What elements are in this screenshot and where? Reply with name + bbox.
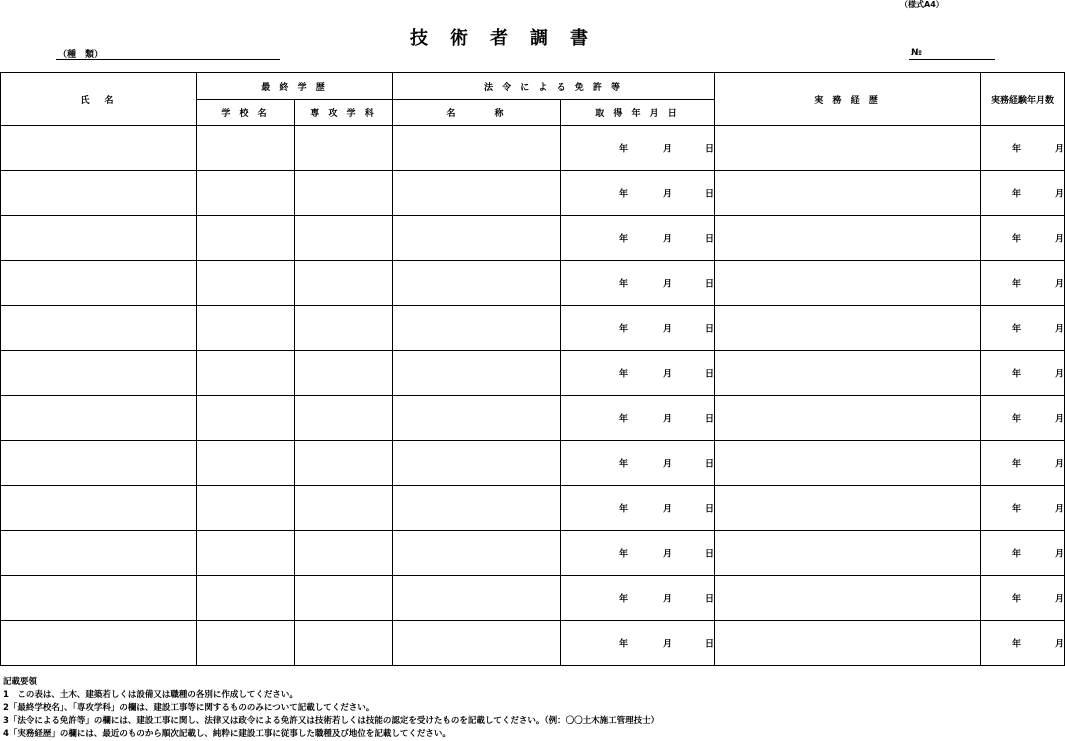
experience-cell[interactable] — [715, 621, 981, 666]
name-cell[interactable] — [1, 576, 197, 621]
school-cell[interactable] — [197, 351, 295, 396]
month-label: 月 — [663, 639, 673, 650]
number-label: № — [911, 48, 922, 58]
acquired-date-cell[interactable] — [561, 351, 715, 396]
school-cell[interactable] — [197, 126, 295, 171]
license-name-cell[interactable] — [393, 126, 561, 171]
years-cell[interactable] — [981, 126, 1065, 171]
years-cell[interactable] — [981, 396, 1065, 441]
month-label: 月 — [1055, 279, 1065, 290]
month-label: 月 — [663, 234, 673, 245]
month-label: 月 — [1055, 459, 1065, 470]
note-item: 4「実務経歴」の欄には、最近のものから順次記載し、純粋に建設工事に従事した職種及び地位を記載してください。 — [3, 729, 451, 739]
license-name-cell[interactable] — [393, 351, 561, 396]
header-license: 法 令 に よ る 免 許 等 — [393, 73, 715, 100]
day-label: 日 — [705, 459, 715, 470]
month-label: 月 — [1055, 639, 1065, 650]
year-label: 年 — [1012, 324, 1022, 335]
year-label: 年 — [619, 504, 629, 515]
year-label: 年 — [619, 594, 629, 605]
years-cell[interactable] — [981, 531, 1065, 576]
school-cell[interactable] — [197, 396, 295, 441]
year-label: 年 — [619, 279, 629, 290]
license-name-cell[interactable] — [393, 531, 561, 576]
table-row — [1, 306, 1065, 351]
license-name-cell[interactable] — [393, 621, 561, 666]
month-label: 月 — [1055, 414, 1065, 425]
day-label: 日 — [705, 324, 715, 335]
acquired-date-cell[interactable] — [561, 126, 715, 171]
month-label: 月 — [663, 414, 673, 425]
table-row — [1, 576, 1065, 621]
acquired-date-cell[interactable] — [561, 531, 715, 576]
acquired-date-cell[interactable] — [561, 441, 715, 486]
name-cell[interactable] — [1, 531, 197, 576]
year-label: 年 — [619, 549, 629, 560]
acquired-date-cell[interactable] — [561, 486, 715, 531]
school-cell[interactable] — [197, 216, 295, 261]
name-cell[interactable] — [1, 486, 197, 531]
years-cell[interactable] — [981, 621, 1065, 666]
table-row — [1, 441, 1065, 486]
years-cell[interactable] — [981, 306, 1065, 351]
notes-title: 記載要領 — [3, 677, 38, 687]
month-label: 月 — [1055, 144, 1065, 155]
name-cell[interactable] — [1, 351, 197, 396]
month-label: 月 — [663, 594, 673, 605]
table-row — [1, 486, 1065, 531]
header-license-name: 名 称 — [393, 100, 561, 126]
month-label: 月 — [663, 144, 673, 155]
major-cell[interactable] — [295, 261, 393, 306]
notes — [3, 676, 659, 741]
experience-cell[interactable] — [715, 531, 981, 576]
year-label: 年 — [1012, 459, 1022, 470]
experience-cell[interactable] — [715, 351, 981, 396]
header-education: 最 終 学 歴 — [197, 73, 393, 100]
experience-cell[interactable] — [715, 441, 981, 486]
table-row — [1, 126, 1065, 171]
year-label: 年 — [1012, 504, 1022, 515]
name-cell[interactable] — [1, 441, 197, 486]
form-id: （様式A4） — [900, 0, 944, 9]
type-label: （種 類） — [58, 50, 104, 60]
engineer-table — [0, 72, 1065, 666]
license-name-cell[interactable] — [393, 306, 561, 351]
page-title: 技術者調書 — [410, 28, 610, 49]
experience-cell[interactable] — [715, 171, 981, 216]
acquired-date-cell[interactable] — [561, 216, 715, 261]
school-cell[interactable] — [197, 441, 295, 486]
year-label: 年 — [619, 234, 629, 245]
header-experience: 実 務 経 歴 — [715, 73, 981, 126]
acquired-date-cell[interactable] — [561, 171, 715, 216]
day-label: 日 — [705, 189, 715, 200]
major-cell[interactable] — [295, 576, 393, 621]
year-label: 年 — [1012, 639, 1022, 650]
month-label: 月 — [663, 549, 673, 560]
header-school: 学 校 名 — [197, 100, 295, 126]
day-label: 日 — [705, 144, 715, 155]
major-cell[interactable] — [295, 441, 393, 486]
day-label: 日 — [705, 639, 715, 650]
year-label: 年 — [1012, 234, 1022, 245]
table-row — [1, 351, 1065, 396]
major-cell[interactable] — [295, 126, 393, 171]
major-cell[interactable] — [295, 351, 393, 396]
license-name-cell[interactable] — [393, 171, 561, 216]
month-label: 月 — [663, 324, 673, 335]
acquired-date-cell[interactable] — [561, 396, 715, 441]
experience-cell[interactable] — [715, 486, 981, 531]
license-name-cell[interactable] — [393, 576, 561, 621]
year-label: 年 — [1012, 549, 1022, 560]
table-row — [1, 531, 1065, 576]
year-label: 年 — [619, 369, 629, 380]
name-cell[interactable] — [1, 396, 197, 441]
name-cell[interactable] — [1, 306, 197, 351]
month-label: 月 — [1055, 369, 1065, 380]
month-label: 月 — [1055, 504, 1065, 515]
year-label: 年 — [619, 414, 629, 425]
header-major: 専 攻 学 科 — [295, 100, 393, 126]
years-cell[interactable] — [981, 486, 1065, 531]
day-label: 日 — [705, 234, 715, 245]
year-label: 年 — [1012, 369, 1022, 380]
experience-cell[interactable] — [715, 261, 981, 306]
year-label: 年 — [619, 324, 629, 335]
experience-cell[interactable] — [715, 216, 981, 261]
experience-cell[interactable] — [715, 126, 981, 171]
school-cell[interactable] — [197, 621, 295, 666]
school-cell[interactable] — [197, 531, 295, 576]
license-name-cell[interactable] — [393, 441, 561, 486]
year-label: 年 — [1012, 189, 1022, 200]
major-cell[interactable] — [295, 531, 393, 576]
year-label: 年 — [1012, 594, 1022, 605]
major-cell[interactable] — [295, 486, 393, 531]
major-cell[interactable] — [295, 306, 393, 351]
type-field[interactable] — [56, 59, 280, 60]
day-label: 日 — [705, 279, 715, 290]
month-label: 月 — [1055, 324, 1065, 335]
major-cell[interactable] — [295, 396, 393, 441]
experience-cell[interactable] — [715, 396, 981, 441]
month-label: 月 — [663, 279, 673, 290]
day-label: 日 — [705, 504, 715, 515]
years-cell[interactable] — [981, 261, 1065, 306]
acquired-date-cell[interactable] — [561, 306, 715, 351]
name-cell[interactable] — [1, 126, 197, 171]
month-label: 月 — [1055, 189, 1065, 200]
year-label: 年 — [1012, 144, 1022, 155]
day-label: 日 — [705, 414, 715, 425]
table-row — [1, 216, 1065, 261]
license-name-cell[interactable] — [393, 486, 561, 531]
year-label: 年 — [1012, 279, 1022, 290]
name-cell[interactable] — [1, 621, 197, 666]
experience-cell[interactable] — [715, 306, 981, 351]
month-label: 月 — [663, 369, 673, 380]
major-cell[interactable] — [295, 216, 393, 261]
license-name-cell[interactable] — [393, 396, 561, 441]
school-cell[interactable] — [197, 306, 295, 351]
years-cell[interactable] — [981, 351, 1065, 396]
major-cell[interactable] — [295, 171, 393, 216]
name-cell[interactable] — [1, 216, 197, 261]
school-cell[interactable] — [197, 171, 295, 216]
acquired-date-cell[interactable] — [561, 621, 715, 666]
name-cell[interactable] — [1, 261, 197, 306]
school-cell[interactable] — [197, 261, 295, 306]
month-label: 月 — [1055, 549, 1065, 560]
years-cell[interactable] — [981, 576, 1065, 621]
name-cell[interactable] — [1, 171, 197, 216]
acquired-date-cell[interactable] — [561, 261, 715, 306]
month-label: 月 — [663, 504, 673, 515]
experience-cell[interactable] — [715, 576, 981, 621]
month-label: 月 — [1055, 234, 1065, 245]
header-name: 氏 名 — [1, 73, 197, 126]
month-label: 月 — [663, 459, 673, 470]
school-cell[interactable] — [197, 576, 295, 621]
year-label: 年 — [619, 144, 629, 155]
table-row — [1, 171, 1065, 216]
note-item: 3「法令による免許等」の欄には、建設工事に関し、法律又は政令による免許又は技術若しくは技能の認定を受けたものを記載してください。（例：〇〇土木施工管理技士） — [3, 716, 660, 726]
day-label: 日 — [705, 369, 715, 380]
header-acquired: 取 得 年 月 日 — [561, 100, 715, 126]
school-cell[interactable] — [197, 486, 295, 531]
years-cell[interactable] — [981, 216, 1065, 261]
header-years: 実務経験年月数 — [981, 73, 1065, 126]
year-label: 年 — [619, 189, 629, 200]
year-label: 年 — [1012, 414, 1022, 425]
day-label: 日 — [705, 594, 715, 605]
year-label: 年 — [619, 639, 629, 650]
month-label: 月 — [1055, 594, 1065, 605]
note-item: 1 この表は、土木、建築若しくは設備又は職種の各別に作成してください。 — [3, 690, 298, 700]
acquired-date-cell[interactable] — [561, 576, 715, 621]
number-field[interactable] — [909, 59, 995, 60]
month-label: 月 — [663, 189, 673, 200]
table-row — [1, 621, 1065, 666]
table-row — [1, 396, 1065, 441]
table-row — [1, 261, 1065, 306]
major-cell[interactable] — [295, 621, 393, 666]
day-label: 日 — [705, 549, 715, 560]
year-label: 年 — [619, 459, 629, 470]
years-cell[interactable] — [981, 171, 1065, 216]
license-name-cell[interactable] — [393, 261, 561, 306]
note-item: 2「最終学校名」、「専攻学科」の欄は、建設工事等に関するもののみについて記載してください。 — [3, 703, 375, 713]
license-name-cell[interactable] — [393, 216, 561, 261]
years-cell[interactable] — [981, 441, 1065, 486]
